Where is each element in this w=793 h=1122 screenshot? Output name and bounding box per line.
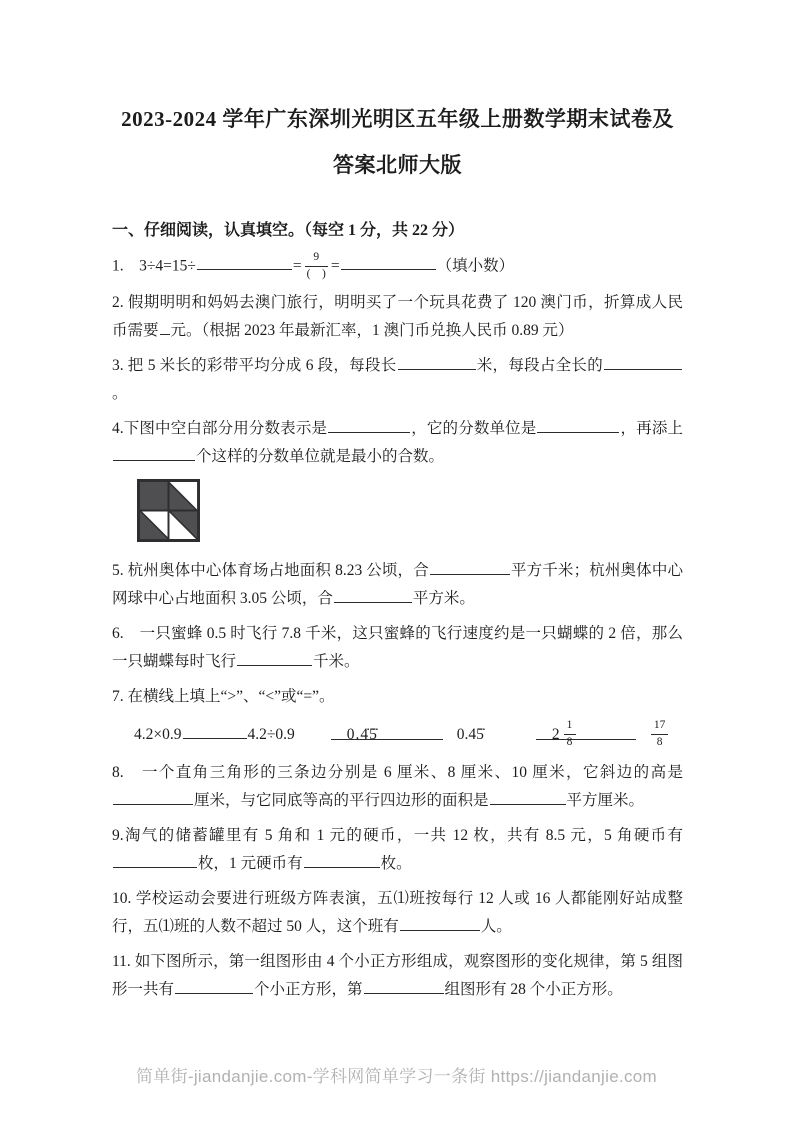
text-run: 0.45̇: [456, 725, 484, 743]
text-run: 平方厘米。: [566, 791, 645, 809]
text-run: 5. 杭州奥体中心体育场占地面积 8.23 公顷，合: [112, 561, 429, 579]
answer-blank: [537, 417, 619, 433]
question-10: [112, 885, 683, 941]
text-run: 组图形有 28 个小正方形。: [444, 980, 623, 998]
answer-blank: [160, 319, 170, 335]
question-7-comparisons: [112, 718, 683, 752]
answer-blank: [490, 789, 566, 805]
page-title: [112, 96, 683, 188]
text-run: 2. 假期明明和妈妈去澳门旅行，明明买了一个玩具花费了 120 澳门币，折算成人民币需要: [112, 293, 683, 339]
fraction-denominator: 8: [566, 735, 574, 748]
fraction-numerator: 17: [651, 719, 669, 735]
text-run: 平方米。: [412, 589, 475, 607]
text-run: 千米。: [313, 652, 360, 670]
question-2: [112, 289, 683, 345]
spacer: [484, 738, 536, 739]
question-4: [112, 415, 683, 471]
fraction: [305, 251, 328, 282]
text-run: （填小数）: [436, 257, 515, 275]
page-title-line2: 答案北师大版: [333, 153, 462, 177]
answer-blank: [400, 915, 480, 931]
text-run: 4.2×0.9: [134, 725, 182, 743]
text-run: 元。（根据 2023 年最新汇率，1 澳门币兑换人民币 0.89 元）: [170, 321, 574, 339]
answer-blank: [328, 417, 410, 433]
mixed-number-on-blank: [536, 718, 636, 748]
text-run: 4.2÷0.9: [247, 725, 295, 743]
page-title-line1: 2023-2024 学年广东深圳光明区五年级上册数学期末试卷及: [121, 107, 674, 131]
text-run: 3. 把 5 米长的彩带平均分成 6 段，每段长: [112, 356, 397, 374]
answer-blank: [237, 650, 312, 666]
fraction-denominator: 8: [656, 735, 663, 748]
answer-blank: [604, 354, 682, 370]
text-run: 枚，1 元硬币有: [198, 854, 303, 872]
text-run: 个这样的分数单位就是最小的合数。: [196, 447, 445, 465]
text-run: =: [292, 257, 302, 275]
answer-blank: [430, 559, 510, 575]
fraction: [564, 719, 577, 750]
question-1: [112, 251, 683, 282]
question-11: [112, 948, 683, 1004]
answer-blank: [341, 254, 436, 270]
text-run: ，它的分数单位是: [411, 419, 537, 437]
question-9: [112, 822, 683, 878]
text-run: 人。: [480, 917, 512, 935]
fraction: [651, 719, 669, 750]
text-run: 4.下图中空白部分用分数表示是: [112, 419, 328, 437]
footer-watermark: 简单街-jiandanjie.com-学科网简单学习一条街 https://jiandanjie.com: [135, 1067, 658, 1086]
fraction-denominator: ( ): [306, 267, 326, 280]
answer-blank: [113, 445, 195, 461]
answer-blank: [113, 789, 193, 805]
text-run: 米，每段占全长的: [476, 356, 603, 374]
spacer: [443, 738, 457, 739]
text-run: 10. 学校运动会要进行班级方阵表演，五⑴班按每行 12 人或 16 人都能刚好站成整行，五⑴班的人数不超过 50 人，这个班有: [112, 889, 683, 935]
text-run: 9.淘气的储蓄罐里有 5 角和 1 元的硬币，一共 12 枚，共有 8.5 元，5 角硬币有: [112, 826, 683, 844]
text-run: =: [330, 257, 340, 275]
text-run: 。: [112, 384, 128, 402]
answer-blank: [398, 354, 476, 370]
spacer: [295, 738, 331, 739]
fraction-square-figure: [137, 478, 683, 548]
questions: [112, 251, 683, 1004]
section-heading: 一、仔细阅读，认真填空。（每空 1 分，共 22 分）: [112, 222, 465, 239]
answer-blank: [113, 852, 197, 868]
answer-blank: [334, 587, 412, 603]
text-run: 平方千米；杭州奥体中心网球中心占地面积 3.05 公顷，合: [112, 561, 683, 607]
fraction-square-svg: [137, 478, 200, 543]
answer-blank: [197, 254, 292, 270]
text-run: ，再添上: [620, 419, 683, 437]
text-run: 厘米，与它同底等高的平行四边形的面积是: [194, 791, 489, 809]
mixed-number-whole: 2: [551, 725, 561, 743]
fraction-numerator: 1: [564, 719, 577, 735]
value-on-blank: 0.4̇5̇: [331, 718, 443, 740]
text-run: 1. 3÷4=15÷: [112, 257, 196, 275]
answer-blank: [364, 978, 444, 994]
answer-blank: [304, 852, 380, 868]
spacer: [636, 738, 648, 739]
text-run: 7. 在横线上填上“>”、“<”或“=”。: [112, 687, 335, 705]
question-7: [112, 683, 683, 711]
answer-blank: [175, 978, 253, 994]
text-run: 11. 如下图所示，第一组图形由 4 个小正方形组成，观察图形的变化规律，第 5 组图形一共有: [112, 952, 683, 998]
question-6: [112, 620, 683, 676]
text-run: 个小正方形，第: [254, 980, 363, 998]
fraction-numerator: 9: [305, 251, 328, 267]
question-3: [112, 352, 683, 408]
text-run: 8. 一个直角三角形的三条边分别是 6 厘米、8 厘米、10 厘米，它斜边的高是: [112, 763, 683, 781]
text-run: 6. 一只蜜蜂 0.5 时飞行 7.8 千米，这只蜜蜂的飞行速度约是一只蝴蝶的 2 倍，那么一只蝴蝶每时飞行: [112, 624, 683, 670]
answer-blank: [183, 723, 247, 739]
question-8: [112, 759, 683, 815]
text-run: 枚。: [380, 854, 412, 872]
question-5: [112, 557, 683, 613]
